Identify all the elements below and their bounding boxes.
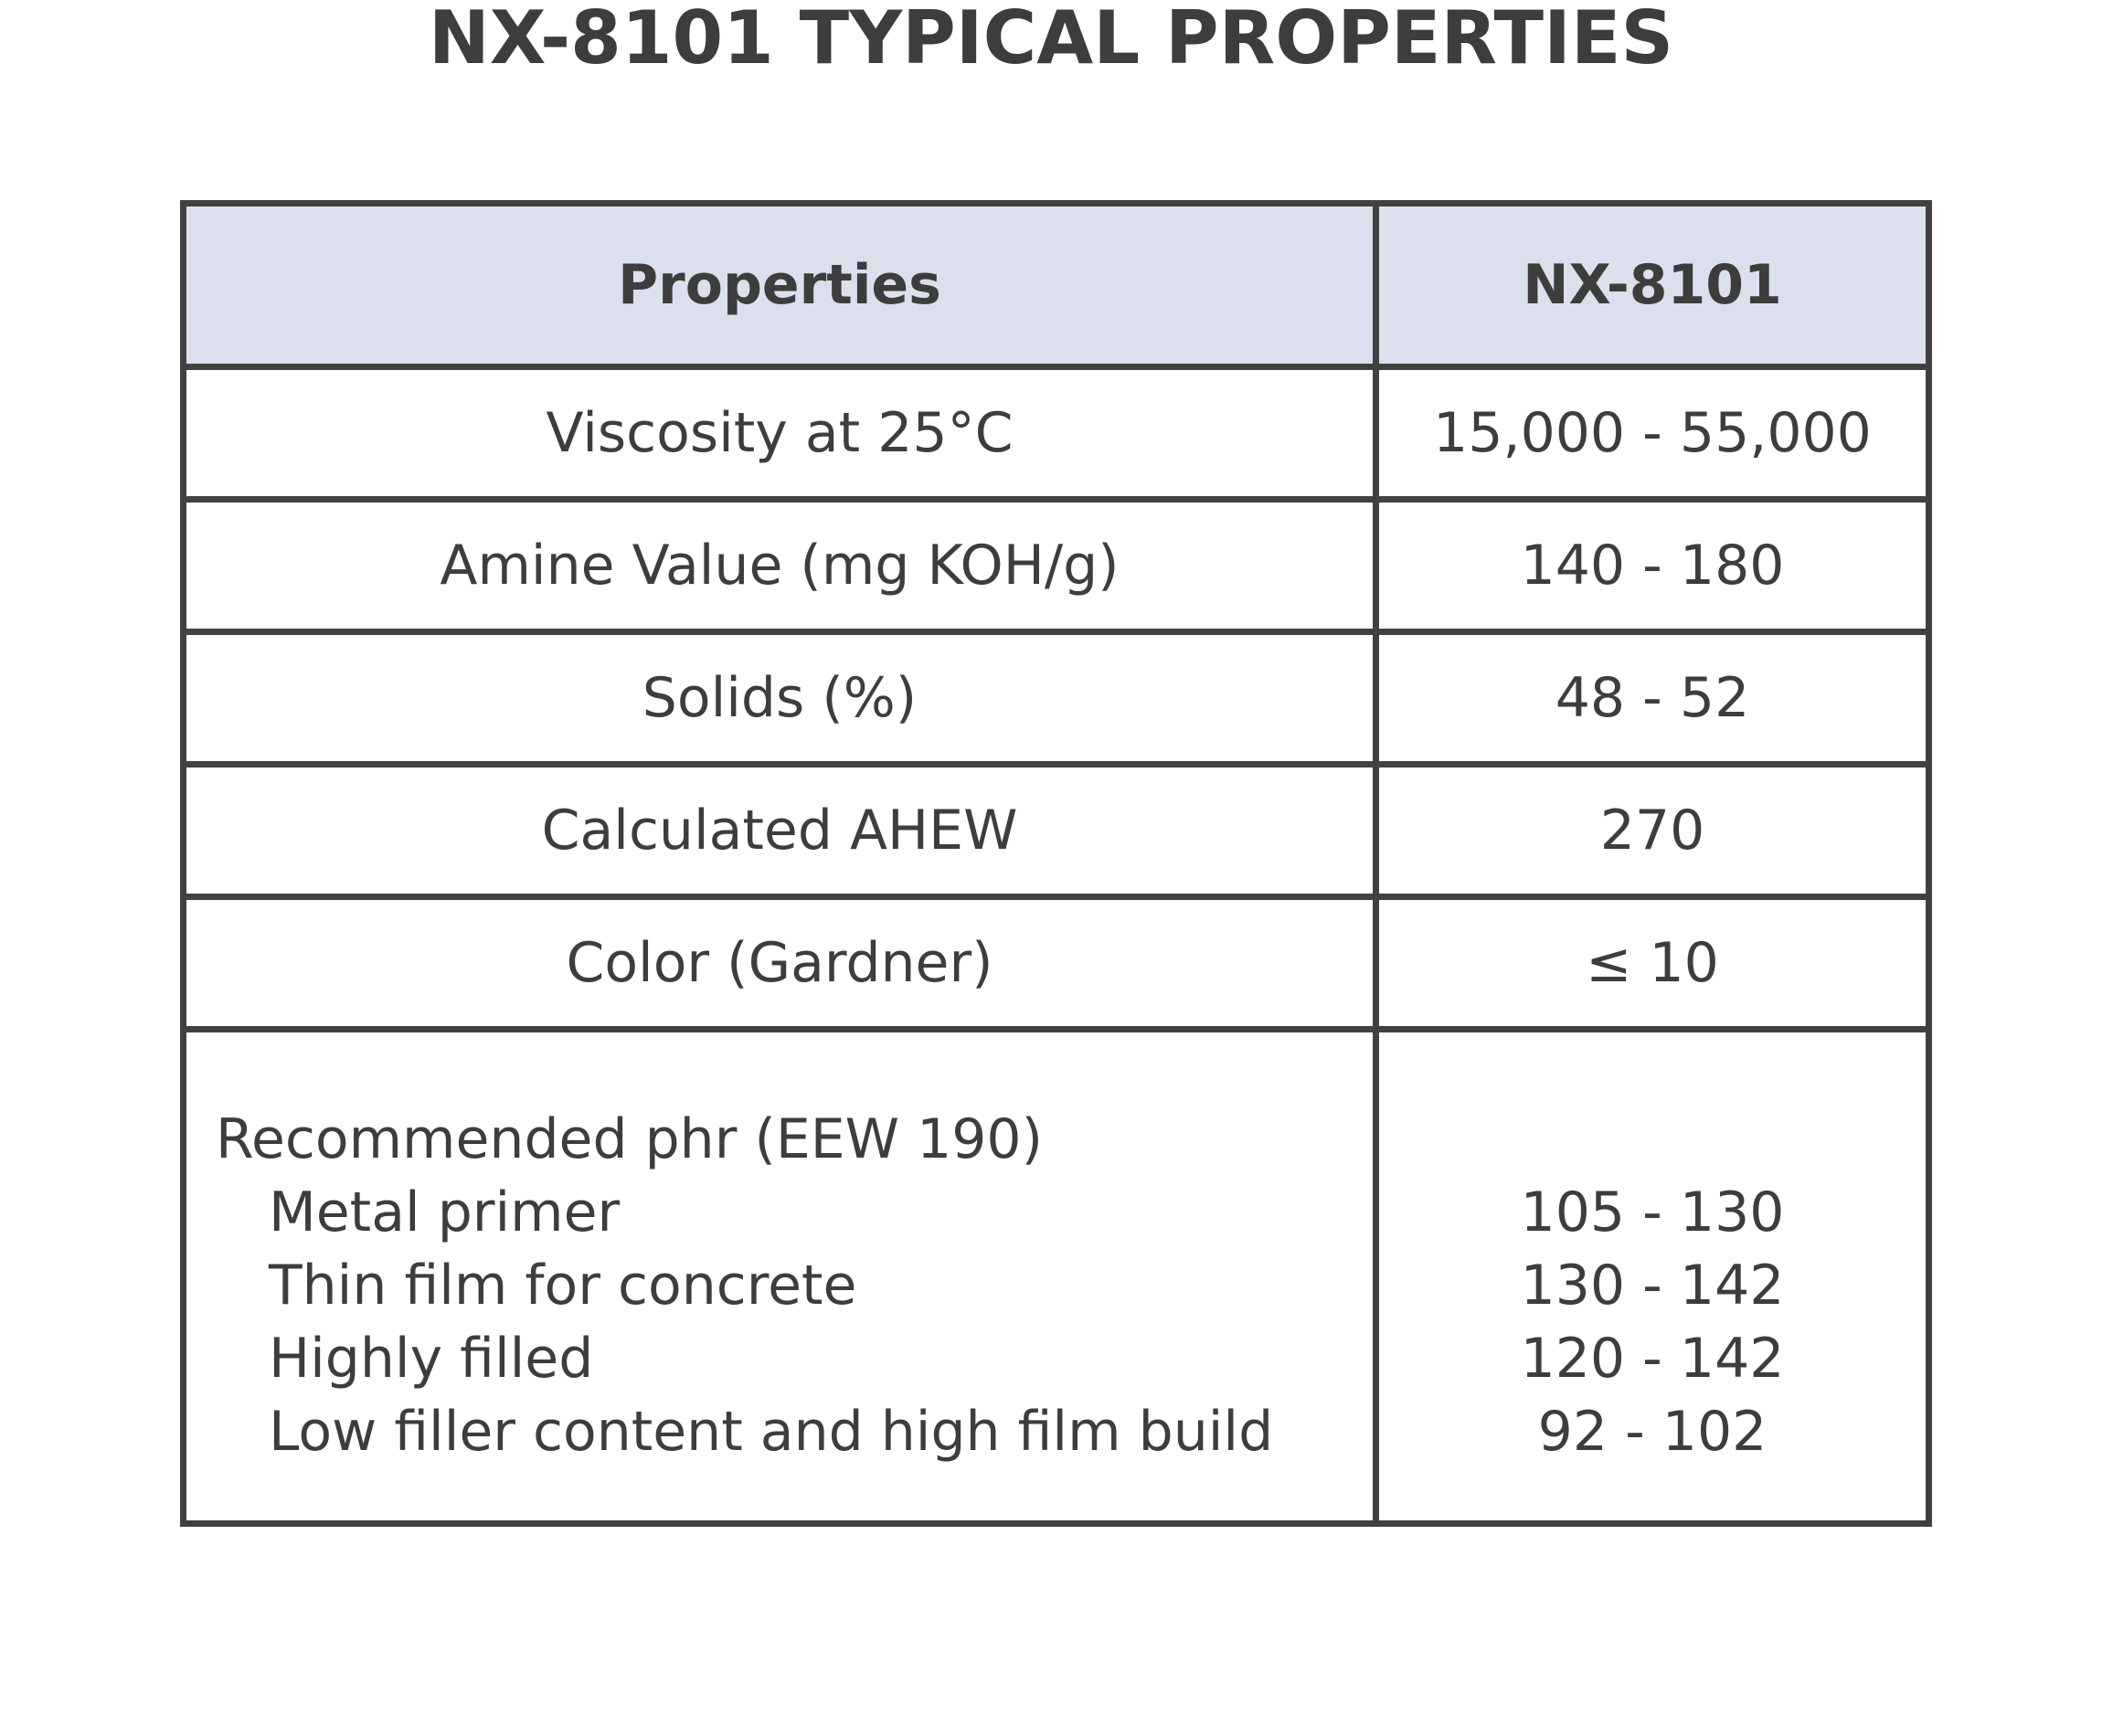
property-viscosity: Viscosity at 25°C bbox=[184, 367, 1376, 500]
recommended-heading: Recommended phr (EEW 190) bbox=[216, 1107, 1044, 1171]
recommended-item-value: 92 - 102 bbox=[1537, 1400, 1768, 1464]
table-row bbox=[184, 500, 1929, 632]
table-row bbox=[184, 765, 1929, 897]
table-row bbox=[184, 632, 1929, 765]
property-recommended bbox=[184, 1030, 1376, 1524]
recommended-item-label: Metal primer bbox=[269, 1180, 621, 1244]
value-viscosity: 15,000 - 55,000 bbox=[1376, 367, 1929, 500]
value-color: ≤ 10 bbox=[1376, 897, 1929, 1030]
property-ahew: Calculated AHEW bbox=[184, 765, 1376, 897]
table-header-row bbox=[184, 204, 1929, 367]
property-amine-value: Amine Value (mg KOH/g) bbox=[184, 500, 1376, 632]
recommended-item-value: 120 - 142 bbox=[1520, 1327, 1785, 1391]
property-solids: Solids (%) bbox=[184, 632, 1376, 765]
value-ahew: 270 bbox=[1376, 765, 1929, 897]
table-row bbox=[184, 367, 1929, 500]
property-color: Color (Gardner) bbox=[184, 897, 1376, 1030]
value-recommended bbox=[1376, 1030, 1929, 1524]
table-row bbox=[184, 897, 1929, 1030]
value-solids: 48 - 52 bbox=[1376, 632, 1929, 765]
spacer bbox=[1379, 1103, 1926, 1176]
page-title: NX-8101 TYPICAL PROPERTIES bbox=[428, 0, 1674, 80]
recommended-item-value: 105 - 130 bbox=[1520, 1180, 1785, 1244]
properties-table bbox=[180, 200, 1932, 1527]
recommended-item-label: Low filler content and high film build bbox=[269, 1400, 1274, 1464]
value-amine-value: 140 - 180 bbox=[1376, 500, 1929, 632]
recommended-item-label: Thin film for concrete bbox=[269, 1254, 857, 1318]
header-product: NX-8101 bbox=[1376, 204, 1929, 367]
recommended-item-value: 130 - 142 bbox=[1520, 1254, 1785, 1318]
recommended-item-label: Highly filled bbox=[269, 1327, 594, 1391]
table-row-recommended bbox=[184, 1030, 1929, 1524]
header-properties: Properties bbox=[184, 204, 1376, 367]
